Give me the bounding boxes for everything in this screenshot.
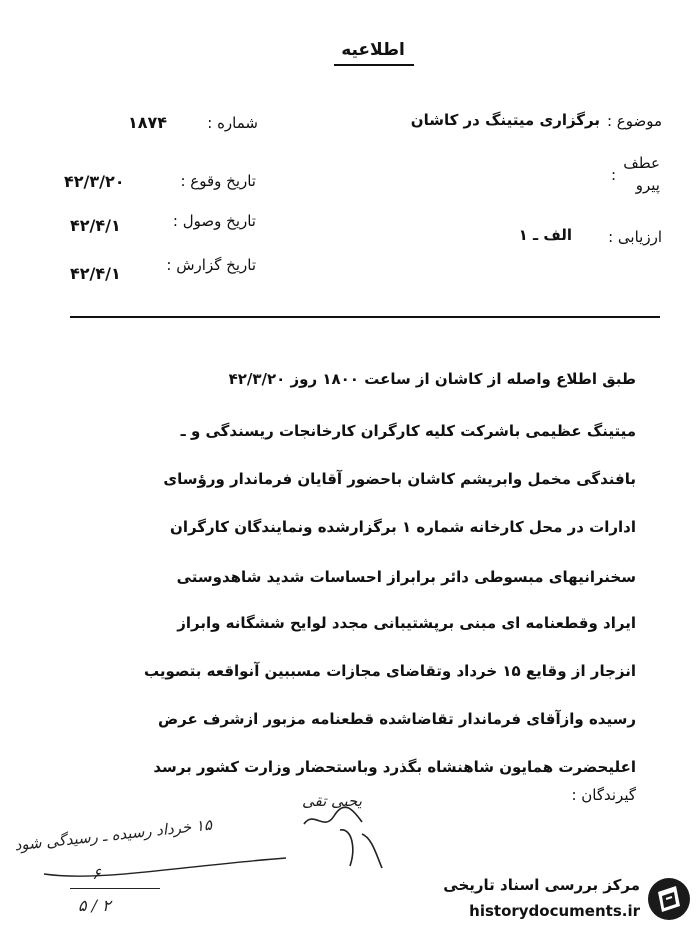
handwritten-underline — [40, 846, 290, 886]
body-line: سخنرانیهای مبسوطی دائر برابراز احساسات شدید شاهدوستی — [176, 568, 636, 586]
archive-logo-icon — [646, 876, 692, 922]
body-line: ادارات در محل کارخانه شماره ۱ برگزارشده ونمایندگان کارگران — [170, 518, 636, 536]
handwritten-mark — [332, 818, 392, 878]
body-line: میتینگ عظیمی باشرکت کلیه کارگران کارخانجات ریسندگی و ـ — [180, 422, 636, 440]
followup-label: پیرو — [635, 176, 660, 194]
body-line: اعلیحضرت همایون شاهنشاه بگذرد وباستحضار وزارت کشور برسد — [153, 758, 636, 776]
receivers-label: گیرندگان : — [571, 786, 636, 804]
body-line: بافندگی مخمل وابریشم کاشان باحضور آقایان فرماندار ورؤسای — [163, 470, 636, 488]
reference-colon: : — [610, 166, 616, 184]
header-divider — [70, 316, 660, 318]
number-value: ۱۸۷۴ — [128, 113, 168, 132]
body-line: انزجار از وقایع ۱۵ خرداد وتقاضای مجازات مسببین آنواقعه بتصویب — [143, 662, 636, 680]
received-date-value: ۴۲/۴/۱ — [70, 216, 121, 235]
evaluation-value: الف ـ ۱ — [518, 226, 572, 244]
received-date-label: تاریخ وصول : — [172, 212, 256, 230]
archive-logo-url: historydocuments.ir — [469, 902, 640, 920]
archive-logo — [400, 872, 698, 934]
occurrence-date-label: تاریخ وقوع : — [180, 172, 256, 190]
handwritten-signature: یحیی تقی — [302, 792, 362, 810]
number-label: شماره : — [207, 114, 258, 132]
archive-logo-name: مرکز بررسی اسناد تاریخی — [443, 876, 640, 894]
occurrence-date-value: ۴۲/۳/۲۰ — [64, 172, 125, 191]
reference-label: عطف — [623, 154, 660, 172]
report-date-label: تاریخ گزارش : — [166, 256, 256, 274]
report-date-value: ۴۲/۴/۱ — [70, 264, 121, 283]
subject-label: موضوع : — [606, 112, 662, 130]
handwritten-margin-note: ۱۵ خرداد رسیده ـ رسیدگی شود — [13, 815, 213, 855]
body-line: ایراد وقطعنامه ای مبنی برپشتیبانی مجدد لوایح ششگانه وابراز — [177, 614, 636, 632]
body-line: طبق اطلاع واصله از کاشان از ساعت ۱۸۰۰ روز ۴۲/۳/۲۰ — [228, 370, 636, 388]
evaluation-label: ارزیابی : — [608, 228, 662, 246]
handwritten-number: ۶ — [92, 864, 101, 883]
body-line: رسیده وازآقای فرماندار تقاضاشده قطعنامه مزبور ازشرف عرض — [157, 710, 636, 728]
subject-value: برگزاری میتینگ در کاشان — [410, 111, 600, 129]
handwritten-rule — [70, 888, 160, 889]
document-title: اطلاعیه — [341, 40, 405, 60]
handwritten-fraction: ۵ / ۲ — [78, 896, 111, 915]
title-underline — [334, 64, 414, 66]
